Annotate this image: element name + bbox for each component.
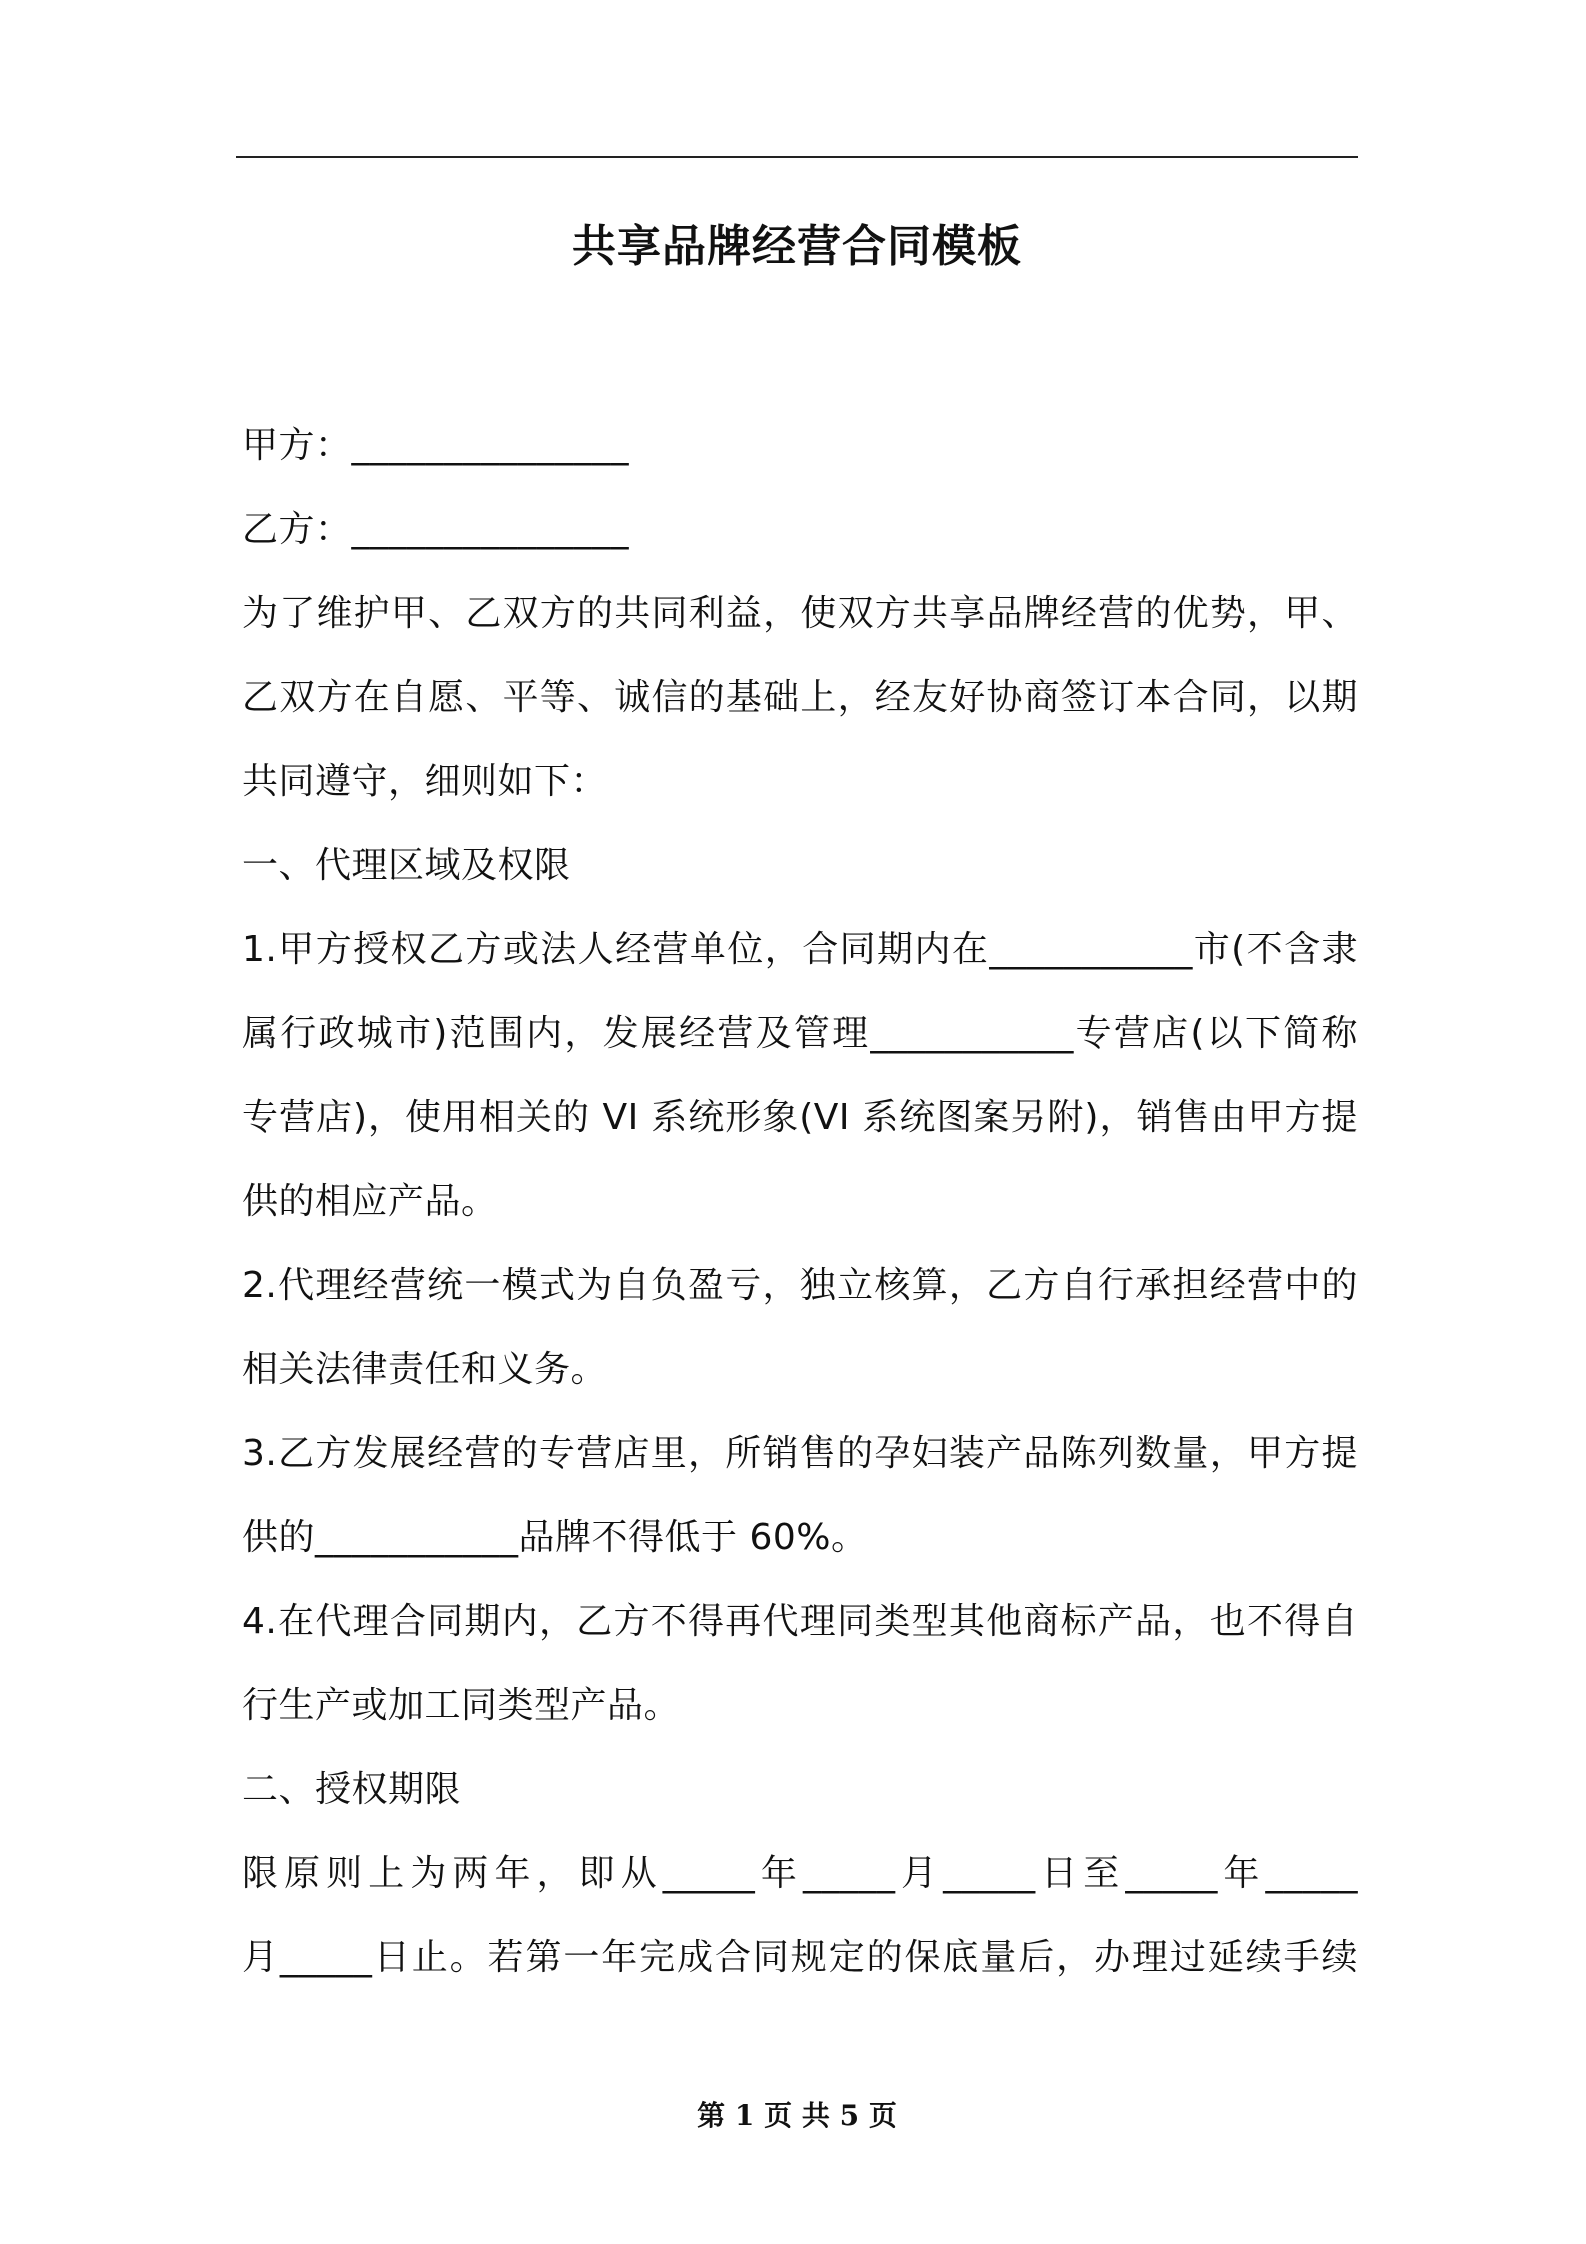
clause-line: 专营店)，使用相关的 VI 系统形象(VI 系统图案另附)，销售由甲方提 [242,1097,1358,1138]
clause-line: 2.代理经营统一模式为自负盈亏，独立核算，乙方自行承担经营中的 [242,1265,1358,1306]
document-body [242,404,1358,2000]
page-number-footer: 第 1 页 共 5 页 [697,2099,897,2132]
clause-line: 属行政城市)范围内，发展经营及管理___________专营店(以下简称 [242,1013,1358,1054]
clause-line: 相关法律责任和义务。 [242,1349,608,1390]
party-b-line: 乙方：_______________ [242,509,630,550]
clause-line: 供的相应产品。 [242,1181,498,1222]
section-heading: 二、授权期限 [242,1769,462,1810]
preamble-line: 乙双方在自愿、平等、诚信的基础上，经友好协商签订本合同，以期 [242,677,1358,718]
clause-line: 月_____日止。若第一年完成合同规定的保底量后，办理过延续手续 [242,1937,1358,1978]
clause-line: 1.甲方授权乙方或法人经营单位，合同期内在___________市(不含隶 [242,929,1358,970]
party-a-line: 甲方：_______________ [242,425,630,466]
clause-line: 4.在代理合同期内，乙方不得再代理同类型其他商标产品，也不得自 [242,1601,1358,1642]
clause-line: 3.乙方发展经营的专营店里，所销售的孕妇装产品陈列数量，甲方提 [242,1433,1358,1474]
clause-line: 供的___________品牌不得低于 60%。 [242,1517,868,1558]
clause-line: 限原则上为两年，即从_____年_____月_____日至_____年_____ [242,1853,1358,1894]
preamble-line: 共同遵守，细则如下： [242,761,608,802]
preamble-line: 为了维护甲、乙双方的共同利益，使双方共享品牌经营的优势，甲、 [242,593,1358,634]
document-title: 共享品牌经营合同模板 [572,221,1022,272]
clause-line: 行生产或加工同类型产品。 [242,1685,681,1726]
section-heading: 一、代理区域及权限 [242,845,571,886]
header-rule [236,156,1358,158]
